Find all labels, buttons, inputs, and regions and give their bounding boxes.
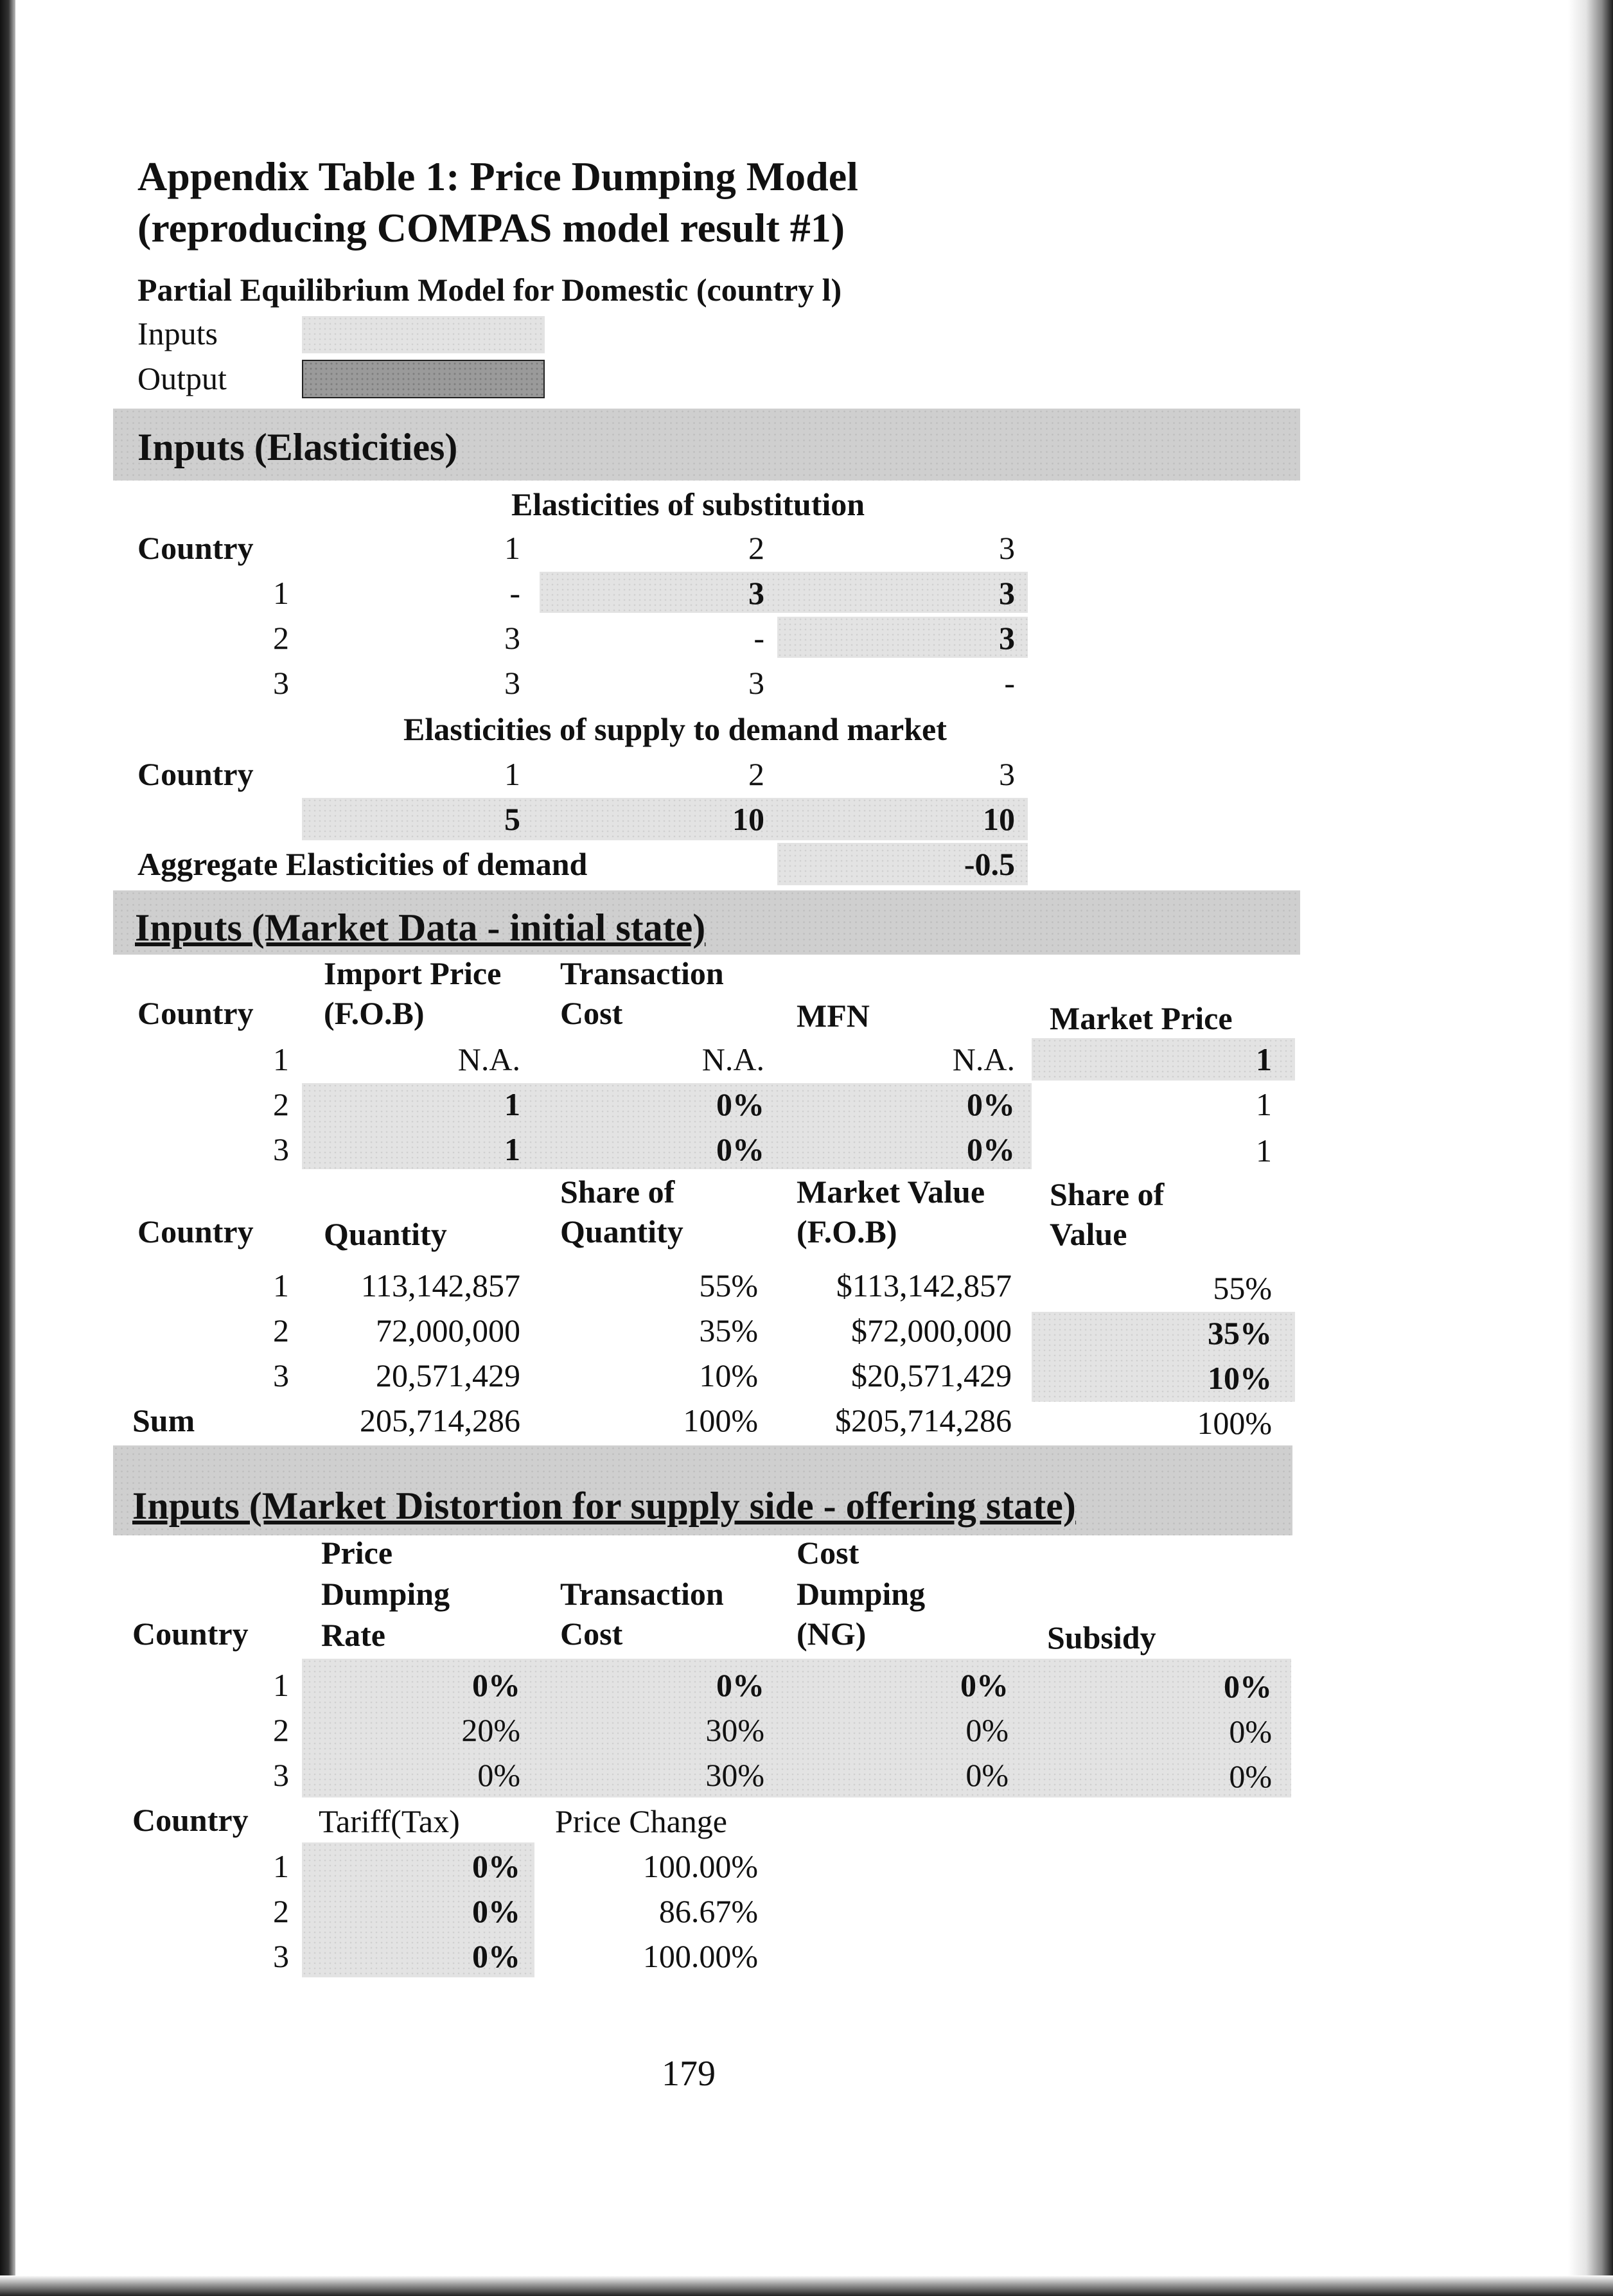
aggregate-value: -0.5 <box>964 846 1015 882</box>
header-country: Country <box>132 1616 249 1652</box>
header-transaction: Transaction <box>560 955 724 991</box>
price-change: 100.00% <box>642 1938 758 1974</box>
sum-share-value: 100% <box>1197 1405 1272 1441</box>
header-share-qty: Quantity <box>560 1214 683 1250</box>
legend-output-label: Output <box>137 360 227 396</box>
header-cost-dumping: Cost <box>797 1535 859 1571</box>
row-country: 3 <box>273 1131 289 1167</box>
import-price: 1 <box>504 1131 520 1167</box>
market-value: $113,142,857 <box>836 1267 1012 1303</box>
market-value: $72,000,000 <box>851 1312 1012 1348</box>
market-price: 1 <box>1256 1133 1272 1169</box>
header-transaction: Cost <box>560 995 623 1031</box>
market-price: 1 <box>1256 1086 1272 1122</box>
share-quantity: 55% <box>699 1267 758 1303</box>
scan-edge-left <box>0 0 15 2296</box>
cell-value: 3 <box>504 665 520 701</box>
row-country: 1 <box>273 1667 289 1703</box>
row-country: 1 <box>273 1848 289 1884</box>
tariff-header-tariff: Tariff(Tax) <box>319 1803 460 1839</box>
subsidy: 0% <box>1229 1758 1272 1794</box>
header-mfn: MFN <box>797 998 870 1034</box>
header-price-dumping: Price <box>321 1535 393 1571</box>
sum-label: Sum <box>132 1402 195 1438</box>
price-dumping: 20% <box>461 1712 520 1748</box>
cell-value: 3 <box>504 620 520 656</box>
aggregate-label: Aggregate Elasticities of demand <box>137 846 588 882</box>
price-dumping: 0% <box>472 1667 520 1703</box>
supply-value-3: 10 <box>983 801 1015 837</box>
col-header-1: 1 <box>504 530 520 566</box>
header-market-value: Market Value <box>797 1174 985 1210</box>
header-transaction: Transaction <box>560 1576 724 1612</box>
header-import-price: (F.O.B) <box>324 995 425 1031</box>
supply-value-1: 5 <box>504 801 520 837</box>
tariff-value: 0% <box>472 1893 520 1929</box>
price-dumping: 0% <box>477 1757 520 1793</box>
scan-edge-right <box>1568 0 1613 2296</box>
header-price-dumping: Rate <box>321 1617 385 1653</box>
col-header-1: 1 <box>504 756 520 792</box>
share-value: 55% <box>1213 1270 1272 1306</box>
subtitle: Partial Equilibrium Model for Domestic (country l) <box>137 272 842 308</box>
share-value: 35% <box>1208 1315 1272 1351</box>
header-cost-dumping: (NG) <box>797 1616 867 1652</box>
subsidy: 0% <box>1229 1713 1272 1749</box>
cell-value: - <box>754 620 764 656</box>
transaction-cost: 0% <box>716 1131 764 1167</box>
section-title-elasticities: Inputs (Elasticities) <box>137 426 458 468</box>
row-country: 3 <box>273 1757 289 1793</box>
cost-dumping: 0% <box>965 1757 1009 1793</box>
row-country: 1 <box>273 575 289 611</box>
row-country: 3 <box>273 665 289 701</box>
cell-value: 3 <box>748 575 764 611</box>
header-share-val: Value <box>1050 1216 1127 1252</box>
transaction-cost: 30% <box>705 1757 764 1793</box>
header-subsidy: Subsidy <box>1047 1620 1156 1656</box>
country-header: Country <box>137 530 254 566</box>
supply-value-2: 10 <box>732 801 764 837</box>
legend-inputs-label: Inputs <box>137 315 218 351</box>
sum-share-quantity: 100% <box>683 1402 758 1438</box>
price-change: 86.67% <box>658 1893 758 1929</box>
transaction-cost: 0% <box>716 1086 764 1122</box>
shade-supply <box>302 798 1028 840</box>
scan-edge-bottom <box>0 2275 1613 2296</box>
cell-value: 3 <box>748 665 764 701</box>
mfn: N.A. <box>952 1041 1015 1077</box>
country-header: Country <box>137 756 254 792</box>
row-country: 1 <box>273 1041 289 1077</box>
header-market-value: (F.O.B) <box>797 1214 897 1250</box>
tariff-value: 0% <box>472 1848 520 1884</box>
header-quantity: Quantity <box>324 1216 447 1252</box>
header-share-qty: Share of <box>560 1174 675 1210</box>
subsidy: 0% <box>1224 1668 1272 1704</box>
row-country: 2 <box>273 1086 289 1122</box>
import-price: 1 <box>504 1086 520 1122</box>
legend-inputs-swatch <box>302 316 545 353</box>
row-country: 2 <box>273 1893 289 1929</box>
mfn: 0% <box>967 1131 1015 1167</box>
quantity: 113,142,857 <box>360 1267 520 1303</box>
transaction-cost: 30% <box>705 1712 764 1748</box>
sum-quantity: 205,714,286 <box>360 1402 520 1438</box>
header-country: Country <box>137 1214 254 1250</box>
header-import-price: Import Price <box>324 955 502 991</box>
sum-market-value: $205,714,286 <box>835 1402 1012 1438</box>
transaction-cost: N.A. <box>701 1041 764 1077</box>
tariff-header-country: Country <box>132 1802 249 1838</box>
cell-value: 3 <box>999 575 1015 611</box>
title-line-1: Appendix Table 1: Price Dumping Model <box>137 154 858 199</box>
row-country: 2 <box>273 620 289 656</box>
cell-value: - <box>1004 665 1015 701</box>
row-country: 3 <box>273 1357 289 1393</box>
col-header-2: 2 <box>748 530 764 566</box>
quantity: 72,000,000 <box>376 1312 520 1348</box>
cell-value: - <box>509 575 520 611</box>
tariff-header-price-change: Price Change <box>555 1803 727 1839</box>
cell-value: 3 <box>999 620 1015 656</box>
row-country: 3 <box>273 1938 289 1974</box>
header-cost-dumping: Dumping <box>797 1576 926 1612</box>
share-quantity: 10% <box>699 1357 758 1393</box>
mfn: 0% <box>967 1086 1015 1122</box>
share-quantity: 35% <box>699 1312 758 1348</box>
import-price: N.A. <box>457 1041 520 1077</box>
section-title-distortion: Inputs (Market Distortion for supply side - offering state) <box>132 1485 1076 1527</box>
col-header-2: 2 <box>748 756 764 792</box>
header-market-price: Market Price <box>1050 1000 1233 1036</box>
quantity: 20,571,429 <box>376 1357 520 1393</box>
header-transaction: Cost <box>560 1616 623 1652</box>
row-country: 2 <box>273 1712 289 1748</box>
supply-heading: Elasticities of supply to demand market <box>403 711 947 747</box>
legend-output-swatch <box>302 360 545 398</box>
page-number: 179 <box>662 2054 716 2094</box>
tariff-value: 0% <box>472 1938 520 1974</box>
cost-dumping: 0% <box>960 1667 1009 1703</box>
header-country: Country <box>137 995 254 1031</box>
header-share-val: Share of <box>1050 1176 1165 1212</box>
share-value: 10% <box>1208 1360 1272 1396</box>
col-header-3: 3 <box>999 530 1015 566</box>
title-line-2: (reproducing COMPAS model result #1) <box>137 205 845 251</box>
market-value: $20,571,429 <box>851 1357 1012 1393</box>
substitution-heading: Elasticities of substitution <box>511 486 865 522</box>
price-change: 100.00% <box>642 1848 758 1884</box>
section-title-market-data: Inputs (Market Data - initial state) <box>135 906 706 949</box>
row-country: 1 <box>273 1267 289 1303</box>
cost-dumping: 0% <box>965 1712 1009 1748</box>
col-header-3: 3 <box>999 756 1015 792</box>
row-country: 2 <box>273 1312 289 1348</box>
transaction-cost: 0% <box>716 1667 764 1703</box>
market-price: 1 <box>1256 1041 1272 1077</box>
header-price-dumping: Dumping <box>321 1576 450 1612</box>
